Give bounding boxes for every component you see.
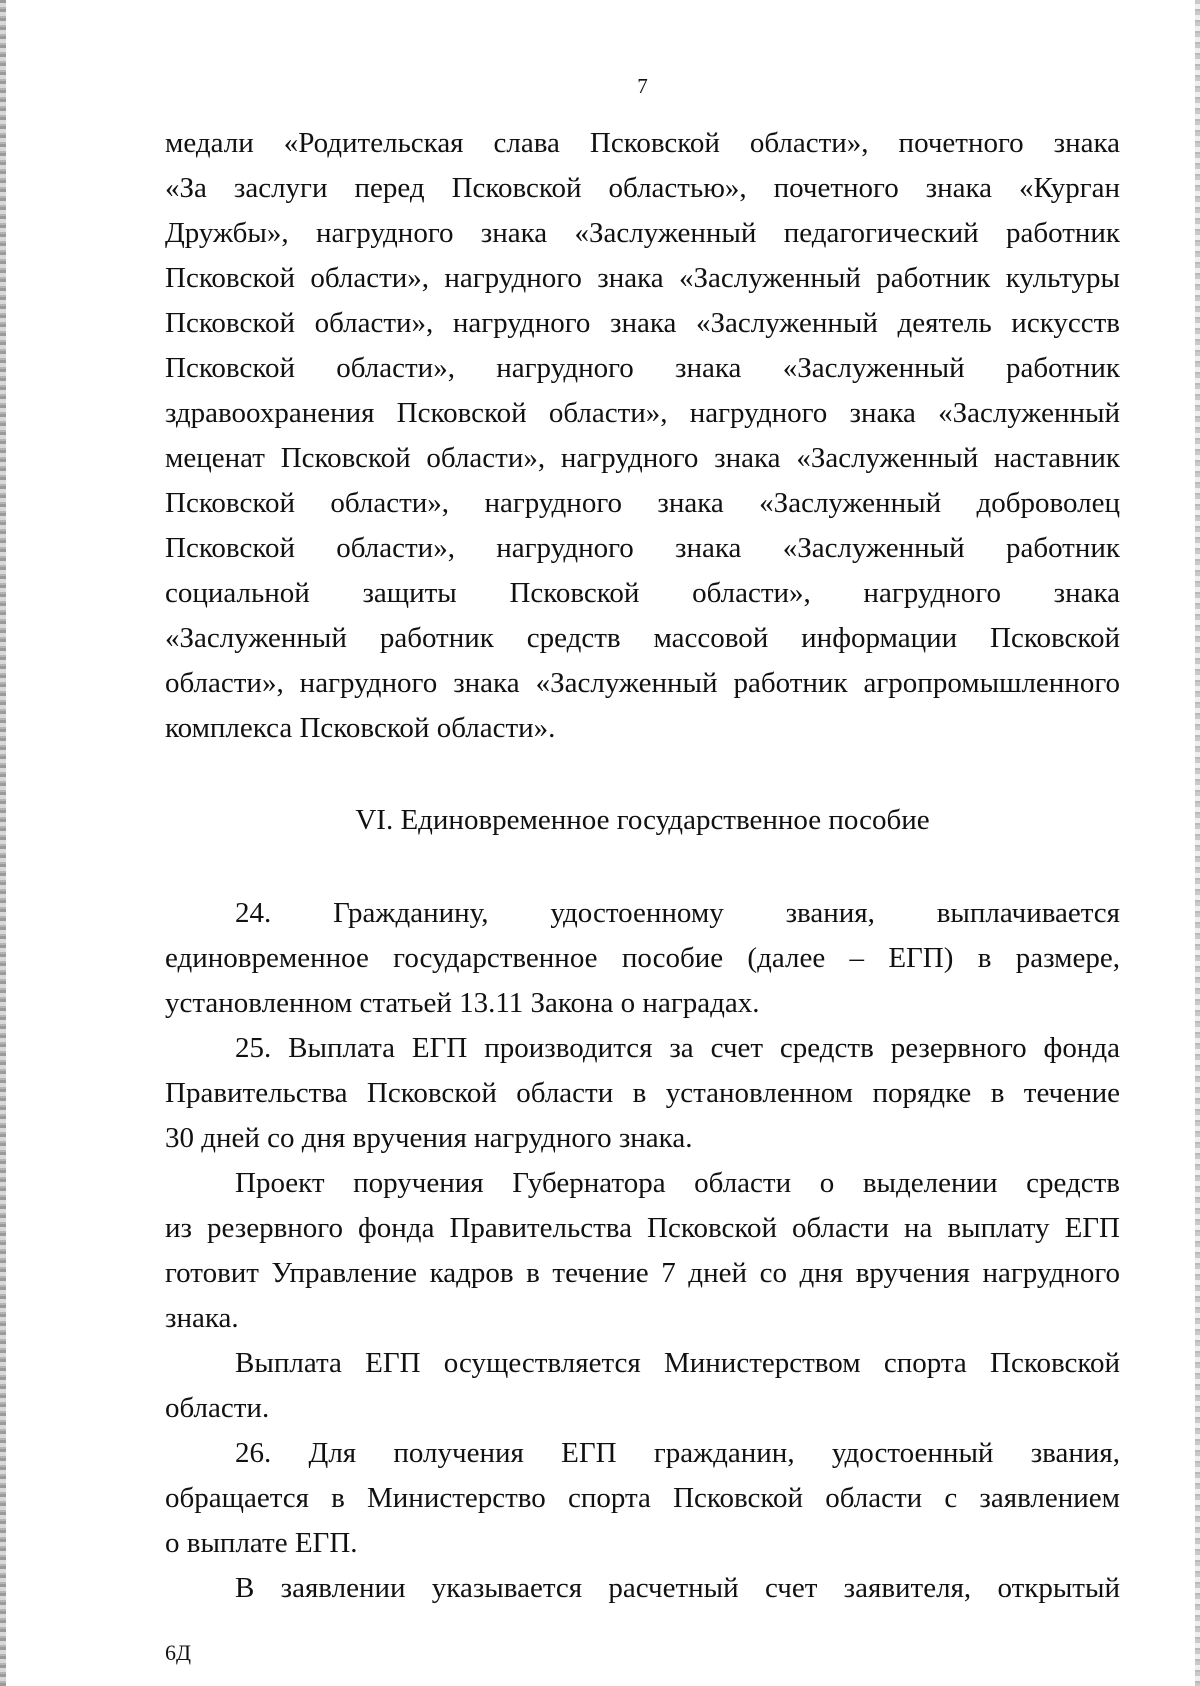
text-line: социальной защиты Псковской области», нагрудного знака <box>165 577 1120 609</box>
text-line: В заявлении указывается расчетный счет заявителя, открытый <box>235 1572 1120 1604</box>
text-line: 24. Гражданину, удостоенному звания, выплачивается <box>235 897 1120 929</box>
text-line: единовременное государственное пособие (далее – ЕГП) в размере, <box>165 942 1120 974</box>
text-line: области», нагрудного знака «Заслуженный работник агропромышленного <box>165 667 1120 699</box>
text-line: Псковской области», нагрудного знака «Заслуженный работник <box>165 532 1120 564</box>
scan-edge-right <box>1195 0 1200 1686</box>
text-line: Дружбы», нагрудного знака «Заслуженный педагогический работник <box>165 217 1120 249</box>
text-line: 25. Выплата ЕГП производится за счет средств резервного фонда <box>235 1032 1120 1064</box>
text-line: Псковской области», нагрудного знака «Заслуженный доброволец <box>165 487 1120 519</box>
text-line: знака. <box>165 1302 239 1334</box>
text-line: «Заслуженный работник средств массовой информации Псковской <box>165 622 1120 654</box>
text-line: 30 дней со дня вручения нагрудного знака. <box>165 1122 693 1154</box>
text-line: Псковской области», нагрудного знака «Заслуженный работник культуры <box>165 262 1120 294</box>
text-line: из резервного фонда Правительства Псковской области на выплату ЕГП <box>165 1212 1120 1244</box>
text-line: обращается в Министерство спорта Псковской области с заявлением <box>165 1482 1120 1514</box>
text-line: области. <box>165 1392 270 1424</box>
text-line: Правительства Псковской области в установленном порядке в течение <box>165 1077 1120 1109</box>
text-line: готовит Управление кадров в течение 7 дней со дня вручения нагрудного <box>165 1257 1120 1289</box>
text-line: Псковской области», нагрудного знака «Заслуженный работник <box>165 352 1120 384</box>
section-heading: VI. Единовременное государственное пособие <box>355 804 930 836</box>
text-line: «За заслуги перед Псковской областью», почетного знака «Курган <box>165 172 1120 204</box>
text-line: установленном статьей 13.11 Закона о наградах. <box>165 987 760 1019</box>
text-line: Проект поручения Губернатора области о выделении средств <box>235 1167 1120 1199</box>
text-line: здравоохранения Псковской области», нагрудного знака «Заслуженный <box>165 397 1120 429</box>
text-line: медали «Родительская слава Псковской области», почетного знака <box>165 127 1120 159</box>
text-line: 26. Для получения ЕГП гражданин, удостоенный звания, <box>235 1437 1120 1469</box>
text-line: Выплата ЕГП осуществляется Министерством спорта Псковской <box>235 1347 1120 1379</box>
text-line: комплекса Псковской области». <box>165 712 556 744</box>
footer-code: 6Д <box>165 1640 192 1665</box>
text-line: о выплате ЕГП. <box>165 1527 358 1559</box>
text-line: Псковской области», нагрудного знака «Заслуженный деятель искусств <box>165 307 1120 339</box>
text-line: меценат Псковской области», нагрудного знака «Заслуженный наставник <box>165 442 1120 474</box>
page-number: 7 <box>637 74 648 98</box>
scan-edge-left <box>0 0 6 1686</box>
